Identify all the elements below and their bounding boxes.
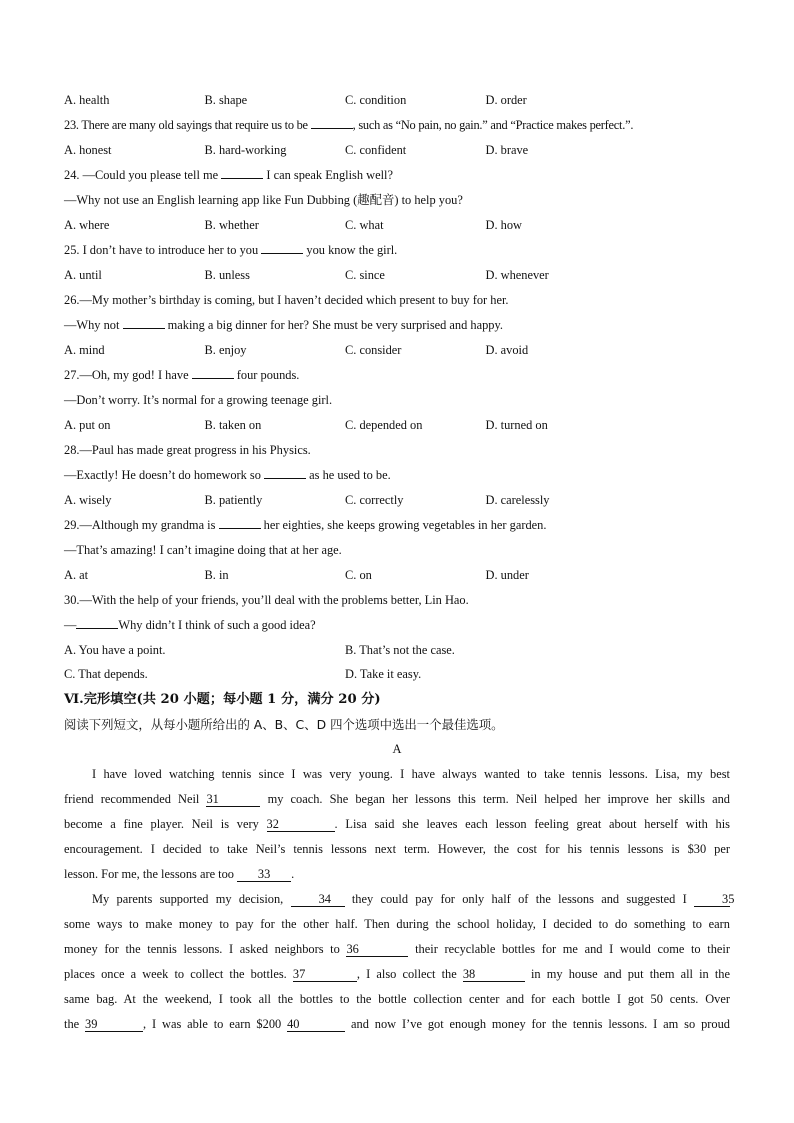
option-b[interactable]: B. That’s not the case.: [345, 643, 455, 657]
question-25-options: [64, 263, 730, 288]
option-c[interactable]: C. since: [345, 268, 385, 282]
question-27-stem: 27.—Oh, my god! I have four pounds.: [64, 363, 730, 388]
question-29-stem: 29.—Although my grandma is her eighties, she keeps growing vegetables in her garden.: [64, 513, 730, 538]
option-d[interactable]: D. brave: [485, 143, 529, 157]
option-b[interactable]: B. taken on: [204, 418, 262, 432]
option-d[interactable]: D. whenever: [485, 268, 549, 282]
question-26-options: [64, 338, 730, 363]
option-c[interactable]: C. depended on: [345, 418, 423, 432]
option-c[interactable]: C. condition: [345, 93, 407, 107]
option-a[interactable]: A. mind: [64, 343, 105, 357]
question-29-reply: —That’s amazing! I can’t imagine doing that at her age.: [64, 543, 342, 557]
passage-line: lesson. For me, the lessons are too 33 .: [64, 867, 295, 881]
option-c[interactable]: C. what: [345, 218, 384, 232]
passage-line: the 39 , I was able to earn $200 40 and now I’ve got enough money for the tennis lessons. I am so proud: [64, 1017, 730, 1031]
option-b[interactable]: B. enjoy: [204, 343, 247, 357]
option-a[interactable]: A. until: [64, 268, 102, 282]
question-26-reply: —Why not making a big dinner for her? She must be very surprised and happy.: [64, 313, 730, 338]
option-b[interactable]: B. patiently: [204, 493, 263, 507]
section-instruction: 阅读下列短文，从每小题所给出的 A、B、C、D 四个选项中选出一个最佳选项。: [64, 717, 504, 732]
question-30-reply: — Why didn’t I think of such a good idea?: [64, 613, 730, 638]
question-30-options-row1: [64, 638, 730, 663]
answer-blank[interactable]: [261, 239, 303, 254]
option-a[interactable]: A. at: [64, 568, 89, 582]
question-24-stem: 24. —Could you please tell me I can speak English well?: [64, 163, 730, 188]
option-c[interactable]: C. consider: [345, 343, 402, 357]
answer-blank[interactable]: [123, 314, 165, 329]
option-d[interactable]: D. order: [485, 93, 527, 107]
option-a[interactable]: A. where: [64, 218, 110, 232]
option-d[interactable]: D. under: [485, 568, 529, 582]
option-b[interactable]: B. whether: [204, 218, 259, 232]
option-d[interactable]: D. Take it easy.: [345, 667, 422, 681]
question-24-reply: —Why not use an English learning app like Fun Dubbing (趣配音) to help you?: [64, 193, 463, 207]
question-30-options-row2: [64, 662, 730, 687]
answer-blank[interactable]: [221, 164, 263, 179]
question-27-options: [64, 413, 730, 438]
question-29-options: [64, 563, 730, 588]
question-28-stem: 28.—Paul has made great progress in his Physics.: [64, 443, 311, 457]
cloze-blank-39[interactable]: 39: [85, 1017, 143, 1032]
passage-line: My parents supported my decision, 34 they could pay for only half of the lessons and suggested I 35: [92, 892, 735, 906]
cloze-passage: [64, 762, 735, 1037]
passage-line: friend recommended Neil 31 my coach. She began her lessons this term. Neil helped her improve her skills and: [64, 792, 730, 806]
section-title: Ⅵ.完形填空(共 20 小题；每小题 1 分，满分 20 分): [64, 692, 381, 707]
option-a[interactable]: A. wisely: [64, 493, 112, 507]
answer-blank[interactable]: [264, 464, 306, 479]
question-22-options: [64, 88, 730, 113]
option-a[interactable]: A. put on: [64, 418, 111, 432]
passage-line: money for the tennis lessons. I asked neighbors to 36 their recyclable bottles for me and I would come to their: [64, 942, 730, 956]
question-30-stem: 30.—With the help of your friends, you’ll deal with the problems better, Lin Hao.: [64, 593, 469, 607]
passage-line: places once a week to collect the bottles. 37 , I also collect the 38 in my house and put them all in the: [64, 967, 730, 981]
passage-label: A: [392, 742, 402, 756]
question-25-stem: 25. I don’t have to introduce her to you you know the girl.: [64, 238, 730, 263]
cloze-blank-32[interactable]: 32: [267, 817, 335, 832]
option-c[interactable]: C. on: [345, 568, 372, 582]
question-27-reply: —Don’t worry. It’s normal for a growing teenage girl.: [64, 393, 333, 407]
passage-line: same bag. At the weekend, I took all the bottles to the bottle collection center and for each bottle I got 50 cents. Over: [64, 992, 730, 1006]
answer-blank[interactable]: [76, 614, 118, 629]
answer-blank[interactable]: [311, 114, 353, 129]
cloze-blank-35[interactable]: 35: [694, 892, 730, 907]
answer-blank[interactable]: [219, 514, 261, 529]
passage-line: I have loved watching tennis since I was very young. I have always wanted to take tennis lessons. Lisa, my best: [92, 767, 730, 781]
option-d[interactable]: D. avoid: [485, 343, 529, 357]
option-a[interactable]: A. honest: [64, 143, 112, 157]
option-b[interactable]: B. unless: [204, 268, 250, 282]
cloze-blank-40[interactable]: 40: [287, 1017, 345, 1032]
question-24-options: [64, 213, 730, 238]
passage-line: some ways to make money to pay for the other half. Then during the school holiday, I decided to do something to earn: [64, 917, 730, 931]
passage-line: become a fine player. Neil is very 32 . Lisa said she leaves each lesson feeling great about herself with his: [64, 817, 730, 831]
cloze-blank-31[interactable]: 31: [206, 792, 260, 807]
exam-page: [64, 88, 735, 1037]
option-b[interactable]: B. shape: [204, 93, 248, 107]
option-c[interactable]: C. That depends.: [64, 667, 148, 681]
option-b[interactable]: B. hard-working: [204, 143, 287, 157]
question-23-options: [64, 138, 730, 163]
option-d[interactable]: D. turned on: [485, 418, 548, 432]
cloze-blank-37[interactable]: 37: [293, 967, 357, 982]
passage-line: encouragement. I decided to take Neil’s tennis lessons next term. However, the cost for his tennis lessons is $30 per: [64, 842, 730, 856]
cloze-blank-38[interactable]: 38: [463, 967, 525, 982]
option-c[interactable]: C. correctly: [345, 493, 404, 507]
cloze-blank-34[interactable]: 34: [291, 892, 345, 907]
cloze-blank-33[interactable]: 33: [237, 867, 291, 882]
option-b[interactable]: B. in: [204, 568, 229, 582]
question-23-stem: 23. There are many old sayings that require us to be , such as “No pain, no gain.” and “Practice makes perfect.”.: [64, 113, 730, 138]
option-a[interactable]: A. health: [64, 93, 110, 107]
question-28-reply: —Exactly! He doesn’t do homework so as he used to be.: [64, 463, 730, 488]
question-28-options: [64, 488, 730, 513]
question-26-stem: 26.—My mother’s birthday is coming, but I haven’t decided which present to buy for her.: [64, 293, 509, 307]
option-a[interactable]: A. You have a point.: [64, 643, 166, 657]
option-c[interactable]: C. confident: [345, 143, 407, 157]
answer-blank[interactable]: [192, 364, 234, 379]
option-d[interactable]: D. how: [485, 218, 522, 232]
cloze-blank-36[interactable]: 36: [346, 942, 408, 957]
option-d[interactable]: D. carelessly: [485, 493, 550, 507]
